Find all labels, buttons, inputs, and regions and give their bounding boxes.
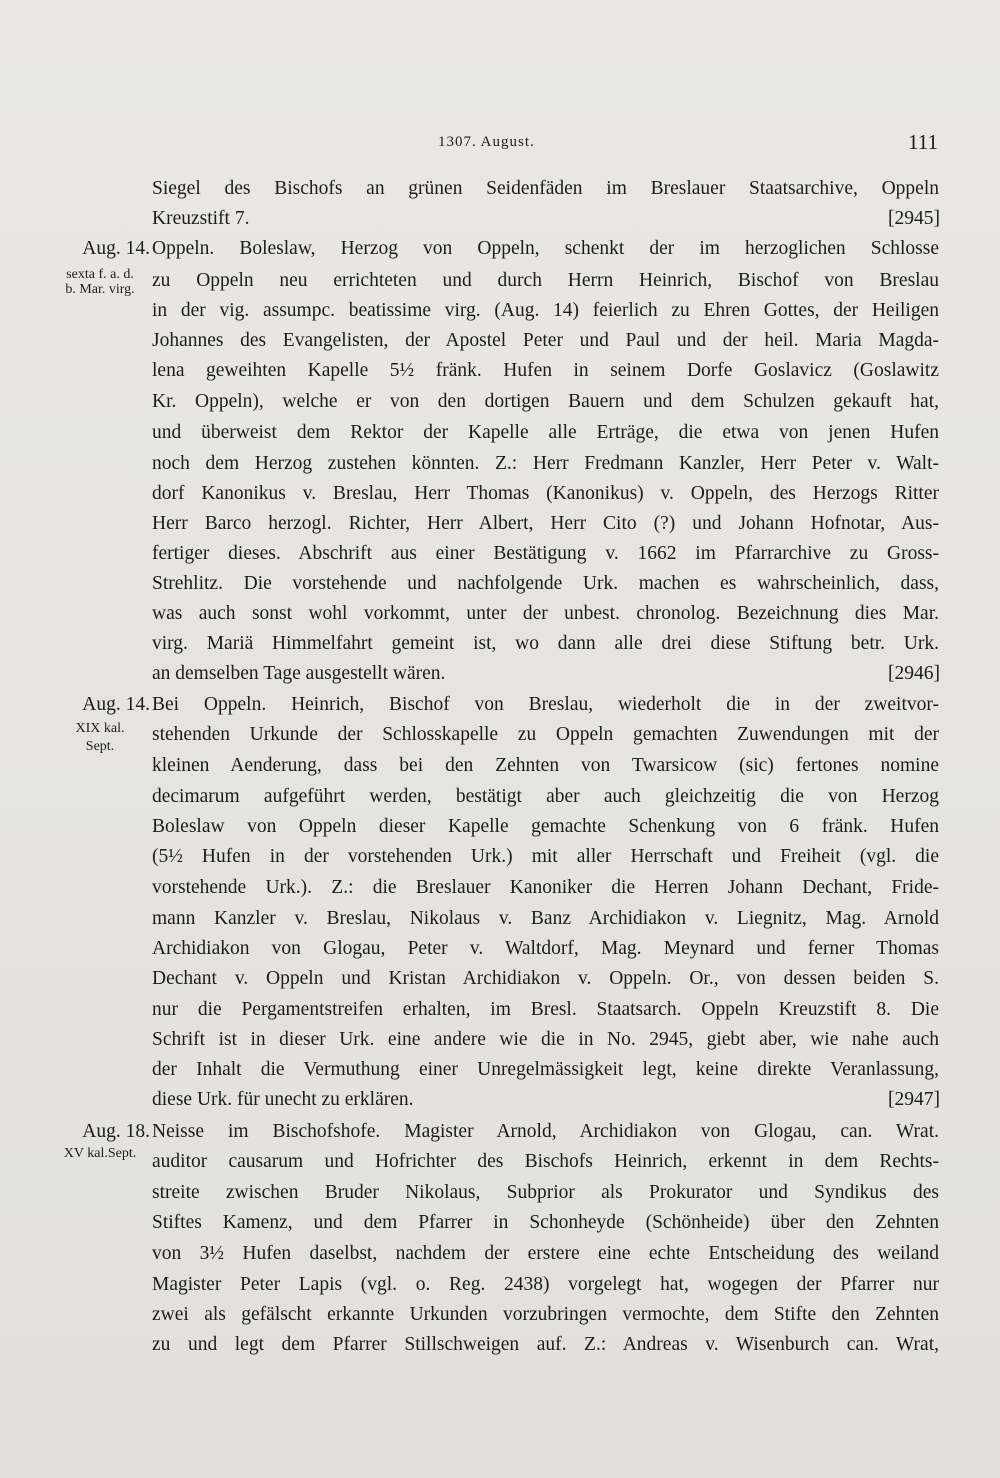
text-line: Bei Oppeln. Heinrich, Bischof von Breslau, wiederholt die in der zweitvor-	[152, 694, 939, 715]
text-line: fertiger dieses. Abschrift aus einer Bestätigung v. 1662 im Pfarrarchive zu Gross-	[152, 543, 939, 564]
text-line: zu und legt dem Pfarrer Stillschweigen auf. Z.: Andreas v. Wisenburch can. Wrat,	[152, 1334, 939, 1355]
text-line: der Inhalt die Vermuthung einer Unregelmässigkeit legt, keine direkte Veranlassung,	[152, 1059, 939, 1080]
text-line: Dechant v. Oppeln und Kristan Archidiakon v. Oppeln. Or., von dessen beiden S.	[152, 968, 939, 989]
margin-note: XV kal.Sept.	[63, 1146, 137, 1161]
margin-note: XIX kal.	[75, 721, 125, 736]
text-line: auditor causarum und Hofrichter des Bischofs Heinrich, erkennt in dem Rechts-	[152, 1151, 939, 1172]
text-line: vorstehende Urk.). Z.: die Breslauer Kanoniker die Herren Johann Dechant, Fride-	[152, 877, 939, 898]
register-number: [2946]	[888, 663, 940, 684]
text-line: was auch sonst wohl vorkommt, unter der unbest. chronolog. Bezeichnung dies Mar.	[152, 603, 939, 624]
text-line: noch dem Herzog zustehen könnten. Z.: Herr Fredmann Kanzler, Herr Peter v. Walt-	[152, 453, 939, 474]
text-line: zu Oppeln neu errichteten und durch Herrn Heinrich, Bischof von Breslau	[152, 270, 939, 291]
text-line: diese Urk. für unecht zu erklären.	[152, 1089, 414, 1110]
text-line: Neisse im Bischofshofe. Magister Arnold, Archidiakon von Glogau, can. Wrat.	[152, 1121, 939, 1142]
text-line: von 3½ Hufen daselbst, nachdem der erstere eine echte Entscheidung des weiland	[152, 1243, 939, 1264]
text-line: Archidiakon von Glogau, Peter v. Waltdorf, Mag. Meynard und ferner Thomas	[152, 938, 939, 959]
text-line: nur die Pergamentstreifen erhalten, im Bresl. Staatsarch. Oppeln Kreuzstift 8. Die	[152, 999, 939, 1020]
text-line: Kr. Oppeln), welche er von den dortigen Bauern und dem Schulzen gekauft hat,	[152, 391, 939, 412]
text-line: und überweist dem Rektor der Kapelle alle Erträge, die etwa von jenen Hufen	[152, 422, 939, 443]
register-number: [2947]	[888, 1089, 940, 1110]
text-line: Johannes des Evangelisten, der Apostel Peter und Paul und der heil. Maria Magda-	[152, 330, 939, 351]
text-line: Siegel des Bischofs an grünen Seidenfäden im Breslauer Staatsarchive, Oppeln	[152, 178, 939, 199]
text-line: mann Kanzler v. Breslau, Nikolaus v. Banz Archidiakon v. Liegnitz, Mag. Arnold	[152, 908, 939, 929]
text-line: stehenden Urkunde der Schlosskapelle zu Oppeln gemachten Zuwendungen mit der	[152, 724, 939, 745]
margin-date: Aug. 14.	[82, 238, 150, 259]
margin-date: Aug. 18.	[82, 1121, 150, 1142]
margin-note: b. Mar. virg.	[65, 282, 135, 297]
text-line: an demselben Tage ausgestellt wären.	[152, 663, 446, 684]
text-line: lena geweihten Kapelle 5½ fränk. Hufen in seinem Dorfe Goslavicz (Goslawitz	[152, 360, 939, 381]
running-head: 1307. August.	[438, 134, 535, 150]
text-line: Herr Barco herzogl. Richter, Herr Albert, Herr Cito (?) und Johann Hofnotar, Aus-	[152, 513, 939, 534]
text-line: Boleslaw von Oppeln dieser Kapelle gemachte Schenkung von 6 fränk. Hufen	[152, 816, 939, 837]
text-line: Magister Peter Lapis (vgl. o. Reg. 2438) vorgelegt hat, wogegen der Pfarrer nur	[152, 1274, 939, 1295]
margin-note: Sept.	[85, 739, 115, 754]
text-line: dorf Kanonikus v. Breslau, Herr Thomas (Kanonikus) v. Oppeln, des Herzogs Ritter	[152, 483, 939, 504]
text-line: Kreuzstift 7.	[152, 208, 250, 229]
text-line: zwei als gefälscht erkannte Urkunden vorzubringen vermochte, dem Stifte den Zehnten	[152, 1304, 939, 1325]
page-number: 111	[908, 130, 938, 154]
text-line: kleinen Aenderung, dass bei den Zehnten von Twarsicow (sic) fertones nomine	[152, 755, 939, 776]
margin-date: Aug. 14.	[82, 694, 150, 715]
text-line: Oppeln. Boleslaw, Herzog von Oppeln, schenkt der im herzoglichen Schlosse	[152, 238, 939, 259]
page-header	[0, 130, 1000, 160]
register-number: [2945]	[888, 208, 940, 229]
text-line: Stiftes Kamenz, und dem Pfarrer in Schonheyde (Schönheide) über den Zehnten	[152, 1212, 939, 1233]
text-line: streite zwischen Bruder Nikolaus, Subprior als Prokurator und Syndikus des	[152, 1182, 939, 1203]
text-line: (5½ Hufen in der vorstehenden Urk.) mit aller Herrschaft und Freiheit (vgl. die	[152, 846, 939, 867]
text-line: Strehlitz. Die vorstehende und nachfolgende Urk. machen es wahrscheinlich, dass,	[152, 573, 939, 594]
text-line: Schrift ist in dieser Urk. eine andere wie die in No. 2945, giebt aber, wie nahe auch	[152, 1029, 939, 1050]
text-line: decimarum aufgeführt werden, bestätigt aber auch gleichzeitig die von Herzog	[152, 786, 939, 807]
margin-note: sexta f. a. d.	[66, 267, 134, 282]
text-line: in der vig. assumpc. beatissime virg. (Aug. 14) feierlich zu Ehren Gottes, der Heiligen	[152, 300, 939, 321]
text-line: virg. Mariä Himmelfahrt gemeint ist, wo dann alle drei diese Stiftung betr. Urk.	[152, 633, 939, 654]
